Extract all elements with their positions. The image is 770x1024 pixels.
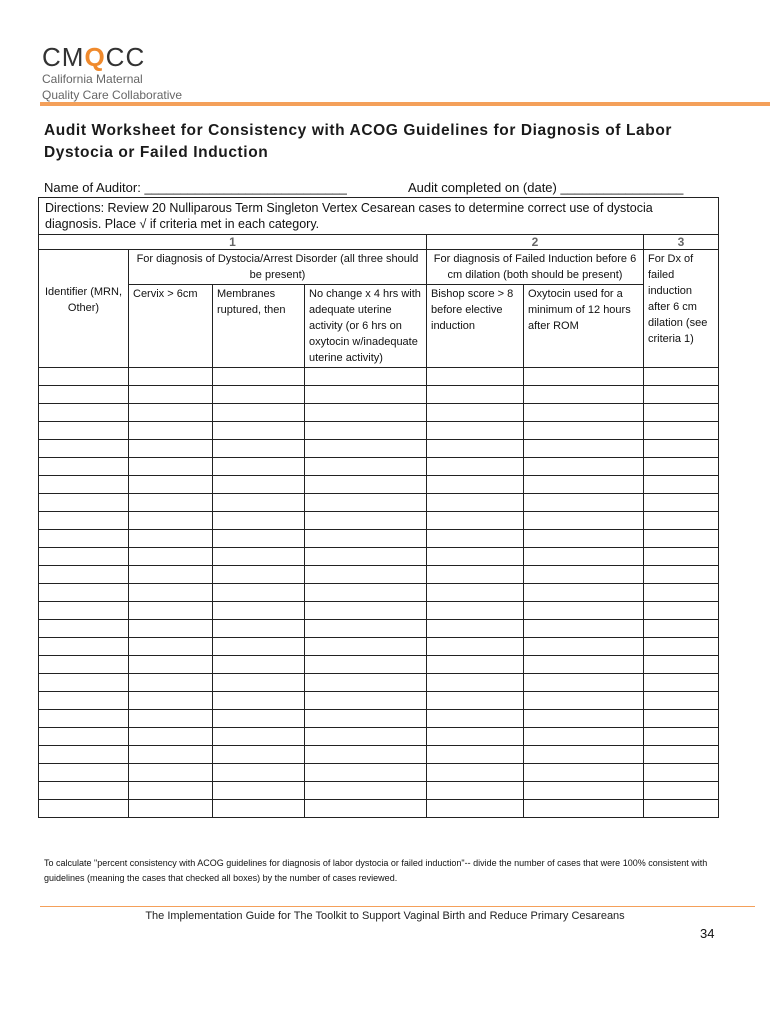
table-cell (524, 458, 644, 476)
table-cell (39, 530, 129, 548)
table-cell (213, 656, 305, 674)
section-number-3: 3 (644, 235, 719, 250)
table-cell (427, 728, 524, 746)
header-divider (40, 102, 770, 106)
table-cell (213, 404, 305, 422)
table-cell (524, 746, 644, 764)
table-cell (644, 800, 719, 818)
table-row (39, 548, 719, 566)
no-change-header: No change x 4 hrs with adequate uterine activity (or 6 hrs on oxytocin w/inadequate uterine activity) (305, 285, 427, 368)
table-cell (524, 584, 644, 602)
logo-wordmark: CMQCC (42, 42, 146, 72)
table-cell (129, 530, 213, 548)
table-cell (427, 692, 524, 710)
table-cell (305, 692, 427, 710)
table-cell (129, 584, 213, 602)
table-cell (524, 404, 644, 422)
table-cell (129, 494, 213, 512)
table-row (39, 746, 719, 764)
table-cell (427, 800, 524, 818)
table-cell (644, 746, 719, 764)
table-cell (213, 746, 305, 764)
logo-subtitle-1: California Maternal (42, 72, 143, 86)
footer-text: The Implementation Guide for The Toolkit to Support Vaginal Birth and Reduce Primary Cesareans (145, 910, 625, 922)
table-row (39, 728, 719, 746)
section-number-2: 2 (427, 235, 644, 250)
table-row (39, 386, 719, 404)
table-cell (524, 782, 644, 800)
table-cell (524, 476, 644, 494)
table-cell (129, 710, 213, 728)
table-cell (427, 368, 524, 386)
auditor-name-field: Name of Auditor: ____________________________ (44, 180, 347, 195)
table-cell (213, 566, 305, 584)
table-cell (129, 512, 213, 530)
table-row (39, 494, 719, 512)
table-row (39, 620, 719, 638)
table-cell (129, 440, 213, 458)
table-cell (305, 710, 427, 728)
table-cell (524, 368, 644, 386)
table-cell (644, 494, 719, 512)
table-cell (213, 764, 305, 782)
table-cell (39, 476, 129, 494)
table-cell (524, 656, 644, 674)
table-cell (213, 476, 305, 494)
table-cell (213, 782, 305, 800)
table-cell (213, 440, 305, 458)
table-cell (39, 638, 129, 656)
table-cell (39, 620, 129, 638)
table-cell (39, 692, 129, 710)
table-cell (524, 440, 644, 458)
table-cell (129, 764, 213, 782)
table-cell (305, 440, 427, 458)
table-cell (39, 782, 129, 800)
table-cell (39, 440, 129, 458)
table-cell (644, 656, 719, 674)
table-cell (644, 512, 719, 530)
table-cell (524, 566, 644, 584)
table-cell (524, 764, 644, 782)
table-cell (644, 674, 719, 692)
table-cell (427, 764, 524, 782)
table-row (39, 458, 719, 476)
table-cell (305, 602, 427, 620)
table-cell (524, 386, 644, 404)
table-cell (129, 656, 213, 674)
table-cell (524, 548, 644, 566)
table-cell (39, 404, 129, 422)
table-cell (524, 494, 644, 512)
table-cell (644, 368, 719, 386)
logo-subtitle-2: Quality Care Collaborative (42, 88, 183, 102)
table-cell (644, 404, 719, 422)
table-cell (305, 476, 427, 494)
table-cell (213, 386, 305, 404)
table-cell (213, 692, 305, 710)
table-cell (427, 512, 524, 530)
table-cell (129, 548, 213, 566)
table-cell (524, 710, 644, 728)
table-cell (644, 476, 719, 494)
table-row (39, 512, 719, 530)
table-cell (305, 674, 427, 692)
table-cell (129, 566, 213, 584)
table-cell (213, 728, 305, 746)
table-cell (427, 584, 524, 602)
footnote: To calculate "percent consistency with ACOG guidelines for diagnosis of labor dystocia or failed induction"-- divide the number of cases that were 100% consistent with guidelines (meaning the cases that checked all boxes) by the number of cases reviewed. (44, 858, 708, 883)
table-cell (644, 584, 719, 602)
table-cell (39, 746, 129, 764)
table-cell (524, 530, 644, 548)
table-cell (213, 368, 305, 386)
table-cell (39, 710, 129, 728)
table-cell (427, 656, 524, 674)
table-cell (305, 800, 427, 818)
table-cell (305, 746, 427, 764)
table-cell (39, 728, 129, 746)
table-cell (39, 764, 129, 782)
table-cell (129, 602, 213, 620)
table-cell (305, 566, 427, 584)
table-cell (39, 548, 129, 566)
table-cell (427, 530, 524, 548)
table-cell (39, 566, 129, 584)
table-cell (524, 674, 644, 692)
table-cell (644, 548, 719, 566)
oxytocin-header: Oxytocin used for a minimum of 12 hours after ROM (524, 285, 644, 368)
table-cell (129, 404, 213, 422)
table-cell (39, 422, 129, 440)
table-cell (39, 368, 129, 386)
table-cell (305, 530, 427, 548)
bishop-score-header: Bishop score > 8 before elective induction (427, 285, 524, 368)
table-cell (305, 494, 427, 512)
table-row (39, 656, 719, 674)
table-cell (213, 602, 305, 620)
table-cell (644, 566, 719, 584)
table-cell (305, 764, 427, 782)
table-cell (305, 728, 427, 746)
table-cell (524, 422, 644, 440)
page-title: Audit Worksheet for Consistency with ACOG Guidelines for Diagnosis of Labor Dystocia or Failed Induction (44, 122, 673, 161)
table-row (39, 404, 719, 422)
cervix-header: Cervix > 6cm (129, 285, 213, 368)
table-cell (129, 782, 213, 800)
dystocia-group-header: For diagnosis of Dystocia/Arrest Disorder (all three should be present) (129, 250, 427, 285)
table-row (39, 602, 719, 620)
table-row (39, 800, 719, 818)
table-cell (39, 674, 129, 692)
table-cell (213, 800, 305, 818)
table-row (39, 584, 719, 602)
table-cell (213, 638, 305, 656)
table-cell (129, 692, 213, 710)
table-cell (305, 656, 427, 674)
table-cell (305, 386, 427, 404)
table-cell (129, 800, 213, 818)
table-cell (644, 638, 719, 656)
table-cell (427, 602, 524, 620)
table-cell (129, 368, 213, 386)
table-cell (129, 746, 213, 764)
table-row (39, 764, 719, 782)
table-cell (644, 530, 719, 548)
page-number: 34 (700, 926, 715, 941)
audit-date-field: Audit completed on (date) _________________ (408, 180, 684, 195)
table-cell (524, 602, 644, 620)
table-cell (129, 422, 213, 440)
table-cell (213, 674, 305, 692)
membranes-header: Membranes ruptured, then (213, 285, 305, 368)
table-cell (129, 458, 213, 476)
table-cell (427, 404, 524, 422)
table-cell (427, 746, 524, 764)
directions-text: Directions: Review 20 Nulliparous Term Singleton Vertex Cesarean cases to determine correct use of dystocia diagnosis. Place √ if criteria met in each category. (39, 198, 719, 235)
table-cell (39, 386, 129, 404)
table-cell (644, 458, 719, 476)
table-cell (39, 512, 129, 530)
table-cell (305, 782, 427, 800)
table-cell (644, 602, 719, 620)
table-cell (129, 386, 213, 404)
table-cell (427, 386, 524, 404)
table-cell (644, 692, 719, 710)
table-cell (427, 422, 524, 440)
table-row (39, 440, 719, 458)
table-cell (644, 728, 719, 746)
table-cell (39, 584, 129, 602)
table-cell (524, 638, 644, 656)
table-cell (39, 458, 129, 476)
table-cell (524, 728, 644, 746)
table-cell (524, 512, 644, 530)
table-cell (213, 494, 305, 512)
table-cell (427, 476, 524, 494)
table-cell (39, 602, 129, 620)
table-cell (644, 440, 719, 458)
table-row (39, 422, 719, 440)
table-cell (305, 584, 427, 602)
table-cell (213, 584, 305, 602)
audit-worksheet-table (38, 197, 719, 818)
table-cell (644, 422, 719, 440)
table-cell (427, 458, 524, 476)
table-cell (39, 800, 129, 818)
table-row (39, 566, 719, 584)
blank-rows (39, 368, 719, 818)
table-cell (213, 548, 305, 566)
cmqcc-logo (42, 44, 182, 102)
table-row (39, 692, 719, 710)
table-cell (644, 782, 719, 800)
table-row (39, 368, 719, 386)
table-cell (644, 386, 719, 404)
table-cell (427, 638, 524, 656)
table-cell (305, 512, 427, 530)
table-cell (427, 440, 524, 458)
table-cell (427, 566, 524, 584)
table-cell (213, 620, 305, 638)
table-cell (427, 494, 524, 512)
table-cell (305, 404, 427, 422)
table-cell (427, 620, 524, 638)
table-row (39, 530, 719, 548)
table-cell (427, 674, 524, 692)
table-cell (39, 494, 129, 512)
table-cell (213, 710, 305, 728)
table-cell (129, 638, 213, 656)
table-cell (427, 548, 524, 566)
identifier-header: Identifier (MRN, Other) (39, 250, 129, 368)
table-cell (129, 728, 213, 746)
table-cell (305, 368, 427, 386)
table-cell (305, 638, 427, 656)
table-cell (305, 620, 427, 638)
table-cell (213, 458, 305, 476)
table-cell (644, 710, 719, 728)
table-cell (644, 764, 719, 782)
failed-induction-after-6cm-header: For Dx of failed induction after 6 cm dilation (see criteria 1) (644, 250, 719, 368)
footer-divider (40, 906, 755, 907)
table-cell (427, 782, 524, 800)
failed-induction-group-header: For diagnosis of Failed Induction before 6 cm dilation (both should be present) (427, 250, 644, 285)
table-row (39, 710, 719, 728)
table-cell (129, 674, 213, 692)
table-cell (305, 548, 427, 566)
table-row (39, 782, 719, 800)
table-row (39, 674, 719, 692)
table-cell (305, 458, 427, 476)
table-cell (524, 620, 644, 638)
table-cell (644, 620, 719, 638)
table-cell (427, 710, 524, 728)
table-cell (213, 512, 305, 530)
table-row (39, 476, 719, 494)
table-cell (213, 422, 305, 440)
table-row (39, 638, 719, 656)
table-cell (524, 800, 644, 818)
table-cell (213, 530, 305, 548)
table-cell (39, 656, 129, 674)
table-cell (129, 476, 213, 494)
table-cell (524, 692, 644, 710)
section-number-1: 1 (39, 235, 427, 250)
table-cell (305, 422, 427, 440)
table-cell (129, 620, 213, 638)
